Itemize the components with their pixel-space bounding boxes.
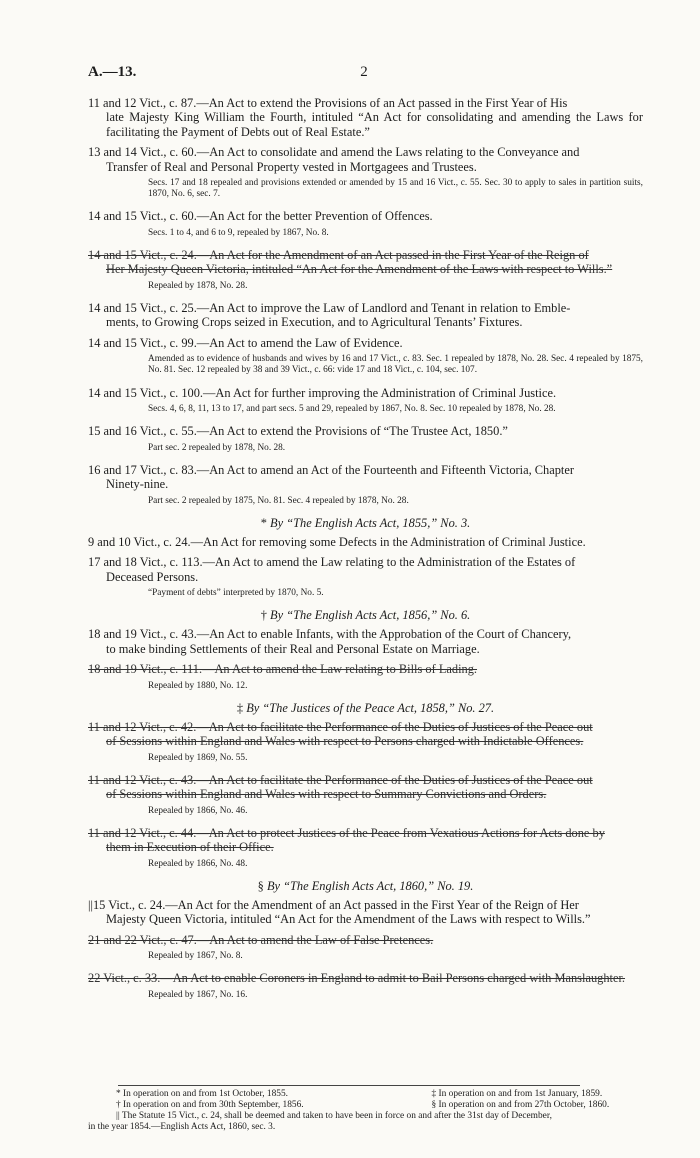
footnotes [88, 1089, 643, 1133]
act-title-continued: of Sessions within England and Wales with respect to Persons charged with Indictable Offences. [106, 734, 584, 749]
act-entry [88, 209, 643, 223]
footnote-parallel-line1: || The Statute 15 Vict., c. 24, shall be deemed and taken to have been in force on and after the 31st day of December, [116, 1111, 552, 1121]
act-note: “Payment of debts” interpreted by 1870, No. 5. [148, 588, 324, 599]
act-note: Repealed by 1866, No. 48. [148, 858, 248, 869]
act-title: 14 and 15 Vict., c. 99.—An Act to amend the Law of Evidence. [88, 335, 403, 350]
act-title-continued: late Majesty King William the Fourth, intituled “An Act for consolidating and amending the Laws for facilitating the Payment of Debts out of Real Estate.” [106, 110, 643, 139]
section-heading [88, 516, 643, 531]
act-title-continued: ments, to Growing Crops seized in Execution, and to Agricultural Tenants’ Fixtures. [106, 315, 523, 330]
footnote-double-dagger: ‡ In operation on and from 1st January, 1859. [431, 1089, 603, 1099]
section-mark: § [257, 878, 264, 893]
act-title: 14 and 15 Vict., c. 100.—An Act for further improving the Administration of Criminal Justice. [88, 385, 557, 400]
act-note: Repealed by 1878, No. 28. [148, 280, 248, 291]
act-title-continued: Ninety-nine. [106, 477, 169, 492]
repealed-act-entry [88, 826, 643, 855]
act-title: 9 and 10 Vict., c. 24.—An Act for removing some Defects in the Administration of Criminal Justice. [88, 534, 586, 549]
section-title: By “The English Acts Act, 1856,” No. 6. [270, 608, 471, 623]
act-entry [88, 555, 643, 584]
act-note: Secs. 4, 6, 8, 11, 13 to 17, and part secs. 5 and 29, repealed by 1867, No. 8. Sec. 10 repealed by 1878, No. 28. [148, 404, 556, 415]
act-title-continued: Transfer of Real and Personal Property vested in Mortgagees and Trustees. [106, 159, 477, 174]
page-number: 2 [360, 64, 368, 80]
act-title-continued: them in Execution of their Office. [106, 840, 274, 855]
act-note: Secs. 1 to 4, and 6 to 9, repealed by 1867, No. 8. [148, 227, 329, 238]
page-header [88, 64, 640, 84]
section-heading [88, 701, 643, 716]
document-reference: A.—13. [88, 64, 137, 80]
act-title: 15 and 16 Vict., c. 55.—An Act to extend the Provisions of “The Trustee Act, 1850.” [88, 424, 508, 439]
footnote-star: * In operation on and from 1st October, 1855. [116, 1089, 288, 1099]
section-mark: * [260, 515, 267, 530]
act-note: Part sec. 2 repealed by 1875, No. 81. Sec. 4 repealed by 1878, No. 28. [148, 495, 409, 506]
footnote-parallel [88, 1111, 643, 1133]
footnote-parallel-line2: in the year 1854.—English Acts Act, 1860, sec. 3. [88, 1122, 276, 1132]
act-title: ||15 Vict., c. 24.—An Act for the Amendment of an Act passed in the First Year of the Reign of Her [88, 897, 579, 912]
document-body [88, 96, 643, 1010]
section-heading [88, 608, 643, 623]
act-title: 11 and 12 Vict., c. 87.—An Act to extend the Provisions of an Act passed in the First Year of His [88, 96, 568, 110]
act-title: 11 and 12 Vict., c. 44.—An Act to protect Justices of the Peace from Vexatious Actions for Acts done by [88, 825, 605, 840]
section-title: By “The Justices of the Peace Act, 1858,” No. 27. [246, 700, 495, 715]
act-entry [88, 386, 643, 400]
act-title-continued: to make binding Settlements of their Real and Personal Estate on Marriage. [106, 641, 480, 656]
act-title-continued: Majesty Queen Victoria, intituled “An Act for the Amendment of the Laws with respect to Wills.” [106, 912, 591, 927]
act-entry [88, 627, 643, 656]
footnote-dagger: † In operation on and from 30th September, 1856. [116, 1100, 304, 1110]
act-note: Repealed by 1866, No. 46. [148, 805, 248, 816]
act-title: 18 and 19 Vict., c. 43.—An Act to enable Infants, with the Approbation of the Court of Chancery, [88, 627, 572, 642]
section-title: By “The English Acts Act, 1855,” No. 3. [270, 515, 471, 530]
section-mark: ‡ [236, 700, 244, 715]
act-note: Repealed by 1880, No. 12. [148, 680, 248, 691]
footnote-divider [118, 1085, 580, 1086]
footnote-row [88, 1089, 643, 1100]
act-note: Secs. 17 and 18 repealed and provisions extended or amended by 15 and 16 Vict., c. 55. Sec. 30 to apply to sales in partition suits, 1870, No. 6, sec. 7. [148, 178, 643, 200]
act-title: 21 and 22 Vict., c. 47.—An Act to amend the Law of False Pretences. [88, 932, 434, 947]
act-entry [88, 145, 643, 174]
repealed-act-entry [88, 971, 643, 985]
section-title: By “The English Acts Act, 1860,” No. 19. [266, 878, 474, 893]
footnote-row [88, 1100, 643, 1111]
act-note: Repealed by 1869, No. 55. [148, 752, 248, 763]
act-entry [88, 535, 643, 549]
act-title: 13 and 14 Vict., c. 60.—An Act to consolidate and amend the Laws relating to the Conveyance and [88, 145, 580, 160]
act-entry [88, 463, 643, 492]
act-title-continued: Her Majesty Queen Victoria, intituled “An Act for the Amendment of the Laws with respect to Wills.” [106, 262, 613, 277]
repealed-act-entry [88, 773, 643, 802]
act-entry [88, 96, 643, 139]
act-title-continued: of Sessions within England and Wales with respect to Summary Convictions and Orders. [106, 787, 547, 802]
act-note: Repealed by 1867, No. 8. [148, 951, 243, 962]
section-heading [88, 879, 643, 894]
act-note: Amended as to evidence of husbands and wives by 16 and 17 Vict., c. 83. Sec. 1 repealed by 1878, No. 28. Sec. 4 repealed by 1875, No. 81. Sec. 12 repealed by 38 and 39 Vict., c. 66: vide 17 and 18 Vict., c. 104, sec. 107. [148, 354, 643, 376]
act-note: Repealed by 1867, No. 16. [148, 989, 248, 1000]
repealed-act-entry [88, 720, 643, 749]
repealed-act-entry [88, 248, 643, 277]
footnote-section: § In operation on and from 27th October, 1860. [431, 1100, 610, 1110]
act-title: 22 Vict., c. 33.—An Act to enable Coroners in England to admit to Bail Persons charged with Manslaughter. [88, 971, 626, 986]
repealed-act-entry [88, 662, 643, 676]
act-title: 14 and 15 Vict., c. 60.—An Act for the better Prevention of Offences. [88, 209, 433, 224]
act-note: Part sec. 2 repealed by 1878, No. 28. [148, 442, 286, 453]
act-entry [88, 301, 643, 330]
act-title: 17 and 18 Vict., c. 113.—An Act to amend the Law relating to the Administration of the Estates of [88, 555, 576, 570]
repealed-act-entry [88, 933, 643, 947]
act-title: 14 and 15 Vict., c. 24.—An Act for the Amendment of an Act passed in the First Year of the Reign of [88, 248, 589, 263]
act-title: 11 and 12 Vict., c. 42.—An Act to facilitate the Performance of the Duties of Justices of the Peace out [88, 719, 593, 734]
act-entry [88, 424, 643, 438]
act-entry [88, 336, 643, 350]
act-title: 11 and 12 Vict., c. 43.—An Act to facilitate the Performance of the Duties of Justices of the Peace out [88, 772, 593, 787]
act-title-continued: Deceased Persons. [106, 569, 199, 584]
act-entry [88, 898, 643, 927]
section-mark: † [260, 608, 267, 623]
act-title: 18 and 19 Vict., c. 111.—An Act to amend the Law relating to Bills of Lading. [88, 662, 478, 677]
act-title: 14 and 15 Vict., c. 25.—An Act to improve the Law of Landlord and Tenant in relation to Emble- [88, 301, 571, 316]
act-title: 16 and 17 Vict., c. 83.—An Act to amend an Act of the Fourteenth and Fifteenth Victoria, Chapter [88, 462, 574, 477]
